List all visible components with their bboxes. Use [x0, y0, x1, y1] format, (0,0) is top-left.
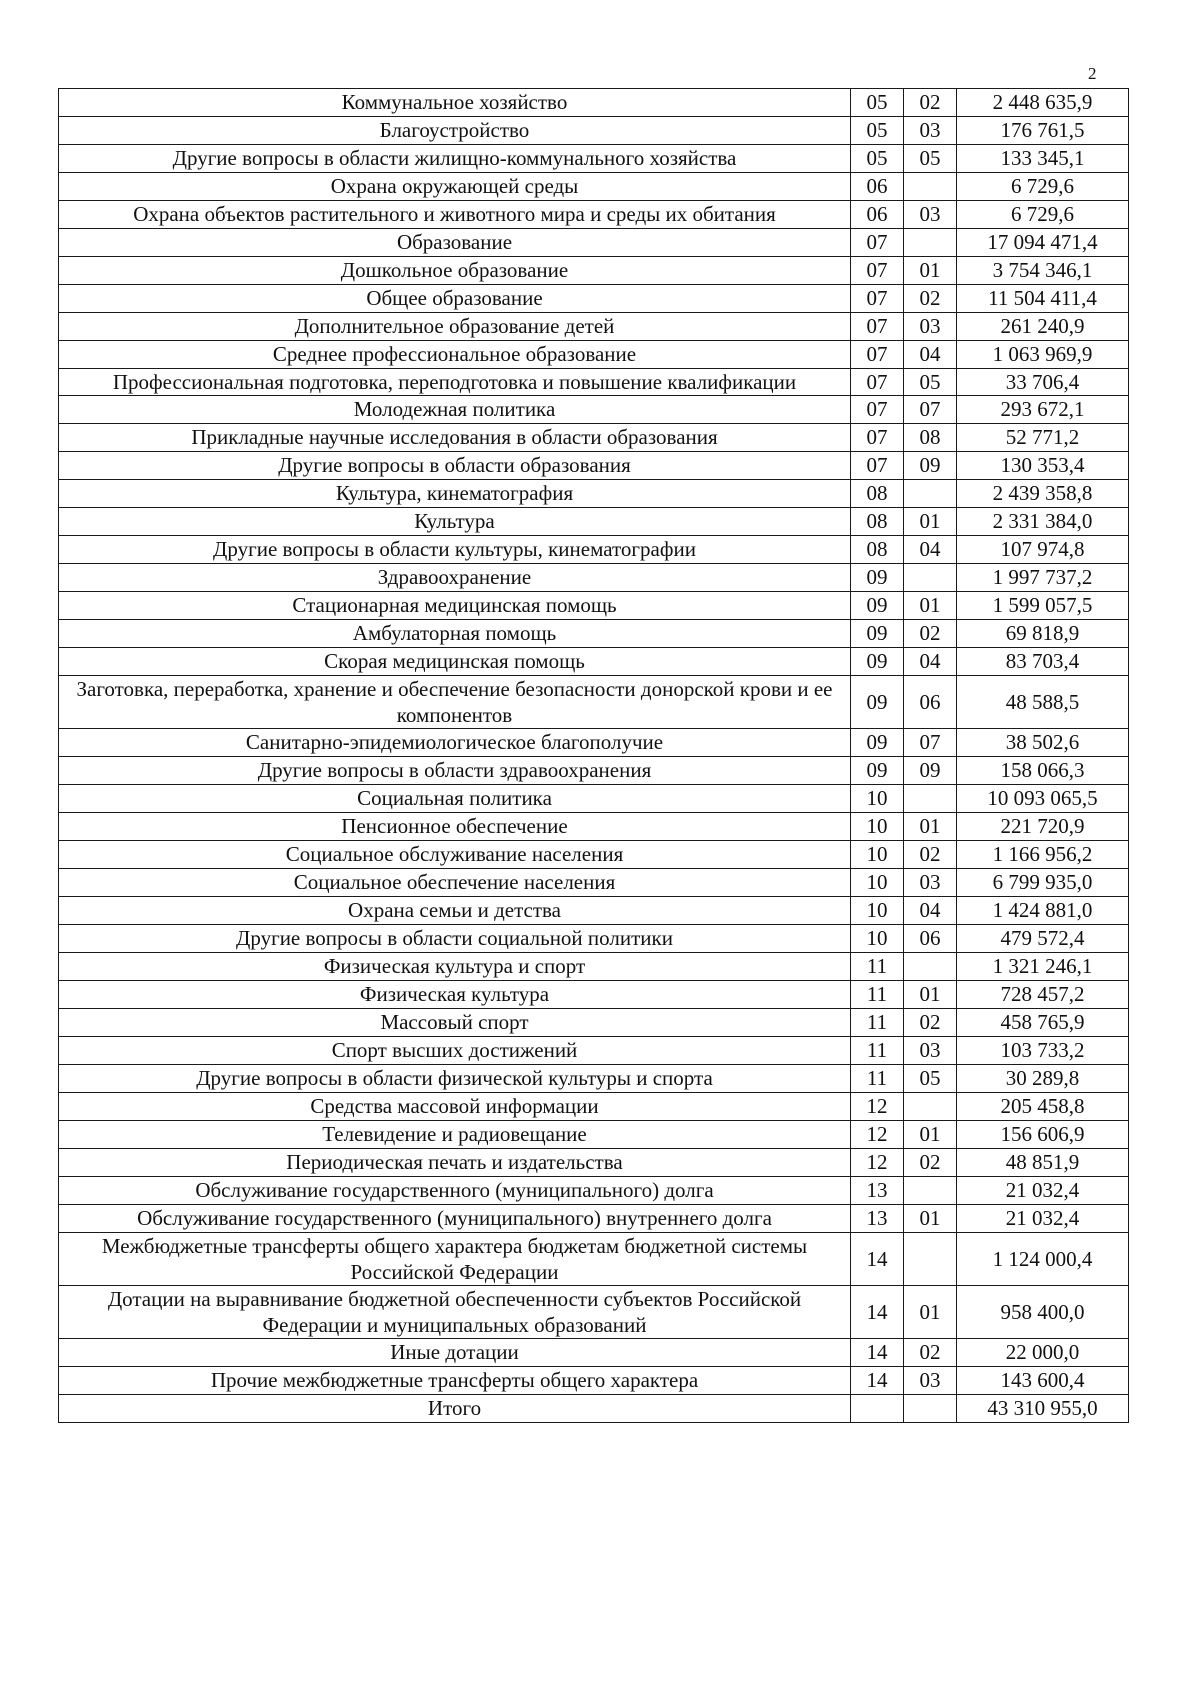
row-subsection-cell: 03	[904, 117, 957, 145]
row-name-cell: Массовый спорт	[59, 1009, 851, 1037]
row-name-cell: Культура, кинематография	[59, 480, 851, 508]
row-amount-cell: 6 729,6	[957, 173, 1129, 201]
table-row	[59, 648, 1129, 676]
table-row	[59, 757, 1129, 785]
row-name-cell: Физическая культура и спорт	[59, 953, 851, 981]
row-section-cell: 08	[851, 508, 904, 536]
row-amount-cell: 69 818,9	[957, 620, 1129, 648]
row-amount-cell: 958 400,0	[957, 1286, 1129, 1339]
row-subsection-cell: 02	[904, 89, 957, 117]
table-row	[59, 173, 1129, 201]
table-row	[59, 1065, 1129, 1093]
row-name-cell: Коммунальное хозяйство	[59, 89, 851, 117]
row-amount-cell: 133 345,1	[957, 145, 1129, 173]
row-name-cell: Охрана объектов растительного и животного мира и среды их обитания	[59, 201, 851, 229]
row-subsection-cell: 03	[904, 201, 957, 229]
table-row	[59, 229, 1129, 257]
table-row	[59, 564, 1129, 592]
row-section-cell: 11	[851, 1037, 904, 1065]
row-section-cell: 09	[851, 757, 904, 785]
table-row	[59, 729, 1129, 757]
row-subsection-cell: 05	[904, 369, 957, 396]
table-row	[59, 257, 1129, 285]
row-subsection-cell	[904, 564, 957, 592]
table-row	[59, 536, 1129, 564]
row-amount-cell: 107 974,8	[957, 536, 1129, 564]
row-name-cell: Итого	[59, 1395, 851, 1423]
table-row	[59, 89, 1129, 117]
row-name-cell: Другие вопросы в области социальной политики	[59, 925, 851, 953]
row-subsection-cell	[904, 173, 957, 201]
row-section-cell: 09	[851, 592, 904, 620]
row-subsection-cell: 04	[904, 341, 957, 369]
row-section-cell: 05	[851, 145, 904, 173]
row-name-cell: Другие вопросы в области культуры, кинематографии	[59, 536, 851, 564]
row-name-cell: Среднее профессиональное образование	[59, 341, 851, 369]
row-amount-cell: 52 771,2	[957, 424, 1129, 452]
row-name-cell: Иные дотации	[59, 1339, 851, 1367]
row-name-cell: Пенсионное обеспечение	[59, 813, 851, 841]
table-row	[59, 676, 1129, 729]
row-section-cell: 08	[851, 536, 904, 564]
row-section-cell: 05	[851, 117, 904, 145]
row-name-cell: Другие вопросы в области физической культуры и спорта	[59, 1065, 851, 1093]
row-amount-cell: 1 424 881,0	[957, 897, 1129, 925]
row-section-cell: 09	[851, 620, 904, 648]
table-row	[59, 508, 1129, 536]
table-row	[59, 341, 1129, 369]
row-section-cell: 07	[851, 313, 904, 341]
row-section-cell: 10	[851, 897, 904, 925]
row-amount-cell: 11 504 411,4	[957, 285, 1129, 313]
row-subsection-cell: 09	[904, 757, 957, 785]
table-row	[59, 285, 1129, 313]
table-row	[59, 424, 1129, 452]
row-section-cell: 12	[851, 1121, 904, 1149]
table-row	[59, 201, 1129, 229]
table-row	[59, 480, 1129, 508]
row-section-cell: 14	[851, 1339, 904, 1367]
row-subsection-cell	[904, 229, 957, 257]
row-name-cell: Охрана семьи и детства	[59, 897, 851, 925]
row-section-cell: 09	[851, 729, 904, 757]
table-row	[59, 897, 1129, 925]
row-amount-cell: 205 458,8	[957, 1093, 1129, 1121]
row-subsection-cell: 06	[904, 925, 957, 953]
row-subsection-cell: 02	[904, 285, 957, 313]
table-row	[59, 1286, 1129, 1339]
row-section-cell: 13	[851, 1177, 904, 1205]
row-name-cell: Общее образование	[59, 285, 851, 313]
row-name-cell: Спорт высших достижений	[59, 1037, 851, 1065]
row-section-cell: 10	[851, 841, 904, 869]
row-section-cell: 14	[851, 1286, 904, 1339]
row-name-cell: Санитарно-эпидемиологическое благополучие	[59, 729, 851, 757]
row-name-cell: Стационарная медицинская помощь	[59, 592, 851, 620]
row-name-cell: Социальное обеспечение населения	[59, 869, 851, 897]
row-subsection-cell: 01	[904, 981, 957, 1009]
row-amount-cell: 43 310 955,0	[957, 1395, 1129, 1423]
row-subsection-cell	[904, 785, 957, 813]
row-subsection-cell: 04	[904, 536, 957, 564]
row-name-cell: Заготовка, переработка, хранение и обеспечение безопасности донорской крови и ее компонентов	[59, 676, 851, 729]
row-section-cell: 07	[851, 285, 904, 313]
row-subsection-cell: 02	[904, 1009, 957, 1037]
row-section-cell: 14	[851, 1233, 904, 1286]
row-subsection-cell: 04	[904, 897, 957, 925]
row-amount-cell: 261 240,9	[957, 313, 1129, 341]
row-section-cell: 13	[851, 1205, 904, 1233]
table-row	[59, 369, 1129, 396]
row-subsection-cell: 01	[904, 257, 957, 285]
row-subsection-cell: 01	[904, 1121, 957, 1149]
budget-table	[58, 88, 1129, 1423]
table-row	[59, 981, 1129, 1009]
row-amount-cell: 1 321 246,1	[957, 953, 1129, 981]
row-amount-cell: 48 851,9	[957, 1149, 1129, 1177]
row-section-cell: 06	[851, 173, 904, 201]
row-amount-cell: 103 733,2	[957, 1037, 1129, 1065]
row-amount-cell: 479 572,4	[957, 925, 1129, 953]
row-subsection-cell: 02	[904, 841, 957, 869]
row-section-cell	[851, 1395, 904, 1423]
row-name-cell: Периодическая печать и издательства	[59, 1149, 851, 1177]
row-amount-cell: 158 066,3	[957, 757, 1129, 785]
row-subsection-cell: 02	[904, 620, 957, 648]
table-row	[59, 452, 1129, 480]
row-section-cell: 06	[851, 201, 904, 229]
row-name-cell: Прочие межбюджетные трансферты общего характера	[59, 1367, 851, 1395]
table-row	[59, 1121, 1129, 1149]
row-name-cell: Другие вопросы в области жилищно-коммунального хозяйства	[59, 145, 851, 173]
row-subsection-cell: 01	[904, 508, 957, 536]
table-row	[59, 1367, 1129, 1395]
row-name-cell: Телевидение и радиовещание	[59, 1121, 851, 1149]
row-amount-cell: 293 672,1	[957, 396, 1129, 424]
row-amount-cell: 17 094 471,4	[957, 229, 1129, 257]
row-section-cell: 05	[851, 89, 904, 117]
row-section-cell: 12	[851, 1149, 904, 1177]
row-section-cell: 12	[851, 1093, 904, 1121]
table-row	[59, 620, 1129, 648]
row-name-cell: Образование	[59, 229, 851, 257]
row-subsection-cell: 02	[904, 1339, 957, 1367]
row-section-cell: 09	[851, 648, 904, 676]
row-name-cell: Социальное обслуживание населения	[59, 841, 851, 869]
row-amount-cell: 83 703,4	[957, 648, 1129, 676]
row-amount-cell: 176 761,5	[957, 117, 1129, 145]
row-section-cell: 10	[851, 813, 904, 841]
row-amount-cell: 10 093 065,5	[957, 785, 1129, 813]
table-row	[59, 1339, 1129, 1367]
row-section-cell: 07	[851, 369, 904, 396]
row-subsection-cell: 04	[904, 648, 957, 676]
row-section-cell: 08	[851, 480, 904, 508]
row-section-cell: 14	[851, 1367, 904, 1395]
table-row	[59, 592, 1129, 620]
table-row	[59, 1093, 1129, 1121]
table-row	[59, 145, 1129, 173]
row-subsection-cell: 05	[904, 145, 957, 173]
table-row	[59, 869, 1129, 897]
row-amount-cell: 6 729,6	[957, 201, 1129, 229]
row-name-cell: Профессиональная подготовка, переподготовка и повышение квалификации	[59, 369, 851, 396]
row-subsection-cell	[904, 1233, 957, 1286]
row-amount-cell: 728 457,2	[957, 981, 1129, 1009]
row-name-cell: Обслуживание государственного (муниципального) долга	[59, 1177, 851, 1205]
row-name-cell: Скорая медицинская помощь	[59, 648, 851, 676]
row-amount-cell: 33 706,4	[957, 369, 1129, 396]
row-amount-cell: 48 588,5	[957, 676, 1129, 729]
row-subsection-cell: 01	[904, 813, 957, 841]
row-amount-cell: 143 600,4	[957, 1367, 1129, 1395]
row-name-cell: Культура	[59, 508, 851, 536]
row-name-cell: Социальная политика	[59, 785, 851, 813]
row-subsection-cell: 03	[904, 313, 957, 341]
row-section-cell: 07	[851, 229, 904, 257]
row-subsection-cell: 05	[904, 1065, 957, 1093]
row-name-cell: Охрана окружающей среды	[59, 173, 851, 201]
table-row	[59, 313, 1129, 341]
row-subsection-cell: 01	[904, 1286, 957, 1339]
table-row	[59, 1149, 1129, 1177]
row-section-cell: 07	[851, 341, 904, 369]
row-name-cell: Благоустройство	[59, 117, 851, 145]
row-amount-cell: 130 353,4	[957, 452, 1129, 480]
table-row	[59, 785, 1129, 813]
table-row	[59, 841, 1129, 869]
row-section-cell: 07	[851, 257, 904, 285]
row-name-cell: Амбулаторная помощь	[59, 620, 851, 648]
row-amount-cell: 1 997 737,2	[957, 564, 1129, 592]
row-subsection-cell	[904, 480, 957, 508]
row-amount-cell: 21 032,4	[957, 1177, 1129, 1205]
table-row	[59, 925, 1129, 953]
row-subsection-cell: 06	[904, 676, 957, 729]
row-amount-cell: 3 754 346,1	[957, 257, 1129, 285]
row-subsection-cell: 01	[904, 592, 957, 620]
row-subsection-cell: 03	[904, 1367, 957, 1395]
row-section-cell: 10	[851, 785, 904, 813]
row-subsection-cell: 07	[904, 729, 957, 757]
row-amount-cell: 6 799 935,0	[957, 869, 1129, 897]
row-section-cell: 10	[851, 925, 904, 953]
row-section-cell: 07	[851, 452, 904, 480]
row-subsection-cell	[904, 1177, 957, 1205]
row-amount-cell: 22 000,0	[957, 1339, 1129, 1367]
row-subsection-cell: 01	[904, 1205, 957, 1233]
row-name-cell: Физическая культура	[59, 981, 851, 1009]
row-name-cell: Межбюджетные трансферты общего характера бюджетам бюджетной системы Российской Федерации	[59, 1233, 851, 1286]
table-row	[59, 396, 1129, 424]
table-row	[59, 117, 1129, 145]
table-row	[59, 1395, 1129, 1423]
row-name-cell: Дополнительное образование детей	[59, 313, 851, 341]
row-subsection-cell: 03	[904, 1037, 957, 1065]
row-amount-cell: 1 166 956,2	[957, 841, 1129, 869]
row-amount-cell: 221 720,9	[957, 813, 1129, 841]
row-amount-cell: 156 606,9	[957, 1121, 1129, 1149]
row-amount-cell: 1 063 969,9	[957, 341, 1129, 369]
row-section-cell: 10	[851, 869, 904, 897]
row-name-cell: Другие вопросы в области образования	[59, 452, 851, 480]
row-section-cell: 11	[851, 953, 904, 981]
row-amount-cell: 38 502,6	[957, 729, 1129, 757]
row-subsection-cell	[904, 1395, 957, 1423]
row-section-cell: 09	[851, 676, 904, 729]
row-name-cell: Дотации на выравнивание бюджетной обеспеченности субъектов Российской Федерации и муниципальных образований	[59, 1286, 851, 1339]
row-subsection-cell: 08	[904, 424, 957, 452]
row-name-cell: Дошкольное образование	[59, 257, 851, 285]
row-amount-cell: 1 599 057,5	[957, 592, 1129, 620]
table-row	[59, 1009, 1129, 1037]
row-amount-cell: 30 289,8	[957, 1065, 1129, 1093]
row-name-cell: Средства массовой информации	[59, 1093, 851, 1121]
row-section-cell: 07	[851, 396, 904, 424]
row-amount-cell: 1 124 000,4	[957, 1233, 1129, 1286]
row-name-cell: Молодежная политика	[59, 396, 851, 424]
row-subsection-cell	[904, 953, 957, 981]
row-section-cell: 11	[851, 1009, 904, 1037]
row-name-cell: Другие вопросы в области здравоохранения	[59, 757, 851, 785]
row-subsection-cell: 07	[904, 396, 957, 424]
row-section-cell: 11	[851, 1065, 904, 1093]
row-section-cell: 11	[851, 981, 904, 1009]
table-row	[59, 1205, 1129, 1233]
row-name-cell: Обслуживание государственного (муниципального) внутреннего долга	[59, 1205, 851, 1233]
row-amount-cell: 21 032,4	[957, 1205, 1129, 1233]
row-name-cell: Здравоохранение	[59, 564, 851, 592]
row-name-cell: Прикладные научные исследования в области образования	[59, 424, 851, 452]
table-body	[59, 89, 1129, 1423]
table-row	[59, 1037, 1129, 1065]
row-subsection-cell: 09	[904, 452, 957, 480]
row-subsection-cell: 02	[904, 1149, 957, 1177]
row-amount-cell: 2 331 384,0	[957, 508, 1129, 536]
table-row	[59, 1177, 1129, 1205]
row-amount-cell: 458 765,9	[957, 1009, 1129, 1037]
table-row	[59, 813, 1129, 841]
row-subsection-cell	[904, 1093, 957, 1121]
page-number: 2	[1088, 64, 1097, 83]
table-row	[59, 953, 1129, 981]
row-amount-cell: 2 448 635,9	[957, 89, 1129, 117]
row-amount-cell: 2 439 358,8	[957, 480, 1129, 508]
row-section-cell: 07	[851, 424, 904, 452]
row-subsection-cell: 03	[904, 869, 957, 897]
row-section-cell: 09	[851, 564, 904, 592]
table-row	[59, 1233, 1129, 1286]
